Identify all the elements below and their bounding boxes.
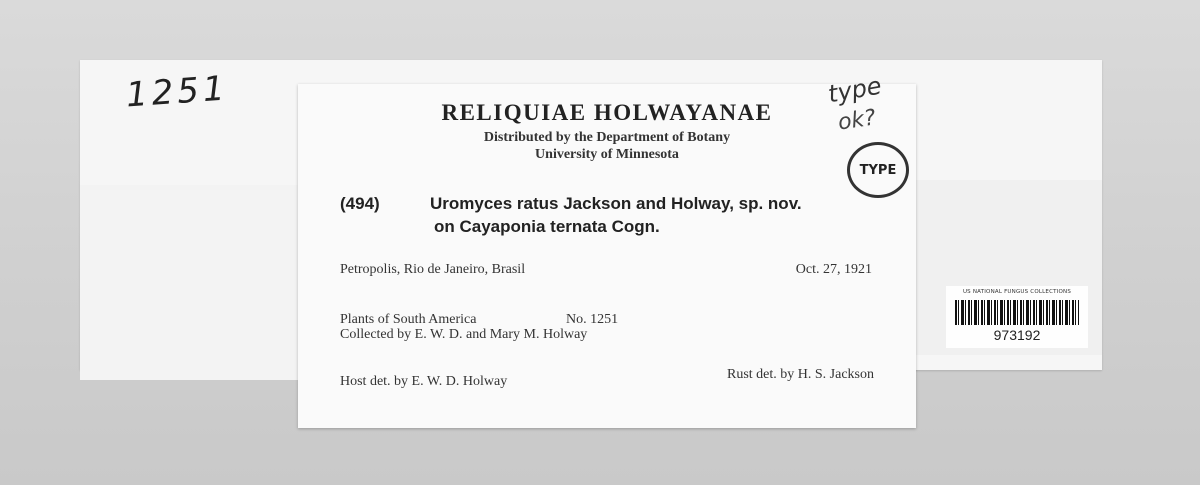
host-plant: on Cayaponia ternata Cogn.: [434, 217, 660, 236]
label-title: RELIQUIAE HOLWAYANAE: [441, 100, 773, 125]
barcode-number: 973192: [993, 327, 1041, 343]
type-stamp-icon: [847, 142, 909, 198]
barcode-caption: US NATIONAL FUNGUS COLLECTIONS: [962, 289, 1072, 295]
collected-by: Collected by E. W. D. and Mary M. Holway: [340, 327, 588, 342]
sheet-fold-left: [80, 185, 300, 380]
handwritten-type-note: type: [825, 71, 884, 109]
label-university: University of Minnesota: [535, 147, 679, 162]
species-block: [340, 192, 802, 238]
handwritten-qualifier: ok?: [836, 105, 878, 136]
rust-determined-by: Rust det. by H. S. Jackson: [727, 367, 874, 382]
collection-number: (494): [340, 194, 380, 213]
specimen-label: [298, 84, 916, 428]
handwritten-specimen-number: 1251: [124, 68, 230, 116]
species-name: Uromyces ratus Jackson and Holway, sp. nov.: [430, 194, 802, 213]
type-stamp-text: TYPE: [859, 162, 897, 178]
host-determined-by: Host det. by E. W. D. Holway: [340, 374, 508, 389]
collection-date: Oct. 27, 1921: [795, 262, 872, 277]
plants-number: No. 1251: [566, 312, 619, 327]
barcode-icon: [955, 300, 1079, 325]
barcode-label: [946, 286, 1088, 348]
label-distributed-by: Distributed by the Department of Botany: [483, 130, 731, 145]
plants-of-region: Plants of South America: [340, 312, 477, 327]
locality: Petropolis, Rio de Janeiro, Brasil: [340, 262, 526, 277]
